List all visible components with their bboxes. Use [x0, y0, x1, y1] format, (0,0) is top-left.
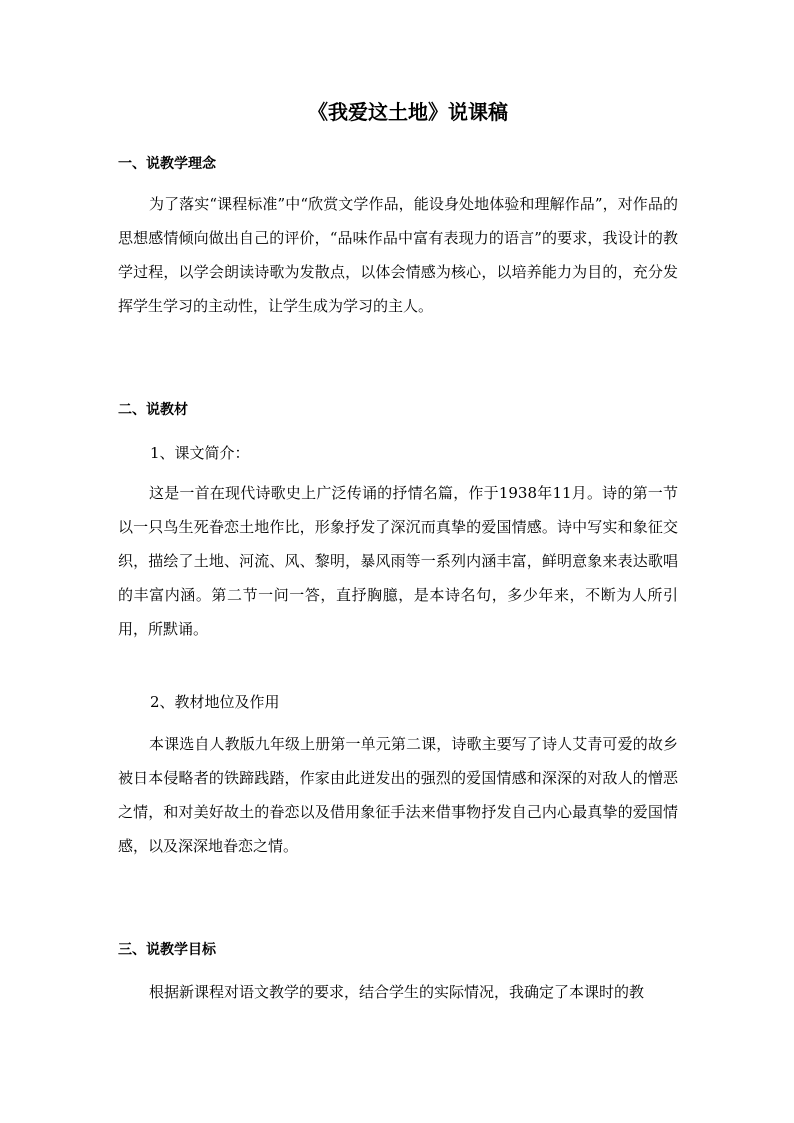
- subheading-text-introduction: 1、课文简介：: [150, 444, 250, 462]
- paragraph-teaching-philosophy: 为了落实“课程标准”中“欣赏文学作品，能设身处地体验和理解作品”，对作品的思想感情倾向做出自己的评价，“品味作品中富有表现力的语言”的要求，我设计的教学过程，以学会朗读诗歌为发散点，以体会情感为核心，以培养能力为目的，充分发挥学生学习的主动性，让学生成为学习的主人。: [118, 195, 678, 315]
- section-heading-textbook: 二、说教材: [118, 402, 188, 418]
- section-heading-teaching-philosophy: 一、说教学理念: [118, 156, 216, 172]
- paragraph-textbook-position: 本课选自人教版九年级上册第一单元第二课，诗歌主要写了诗人艾青可爱的故乡被日本侵略者的铁蹄践踏，作家由此迸发出的强烈的爱国情感和深深的对敌人的憎恶之情，和对美好故土的眷恋以及借用象征手法来借事物抒发自己内心最真挚的爱国情感，以及深深地眷恋之情。: [118, 735, 678, 855]
- page-title: 《我爱这土地》说课稿: [308, 100, 508, 124]
- paragraph-text-introduction: 这是一首在现代诗歌史上广泛传诵的抒情名篇，作于1938年11月。诗的第一节以一只鸟生死眷恋土地作比，形象抒发了深沉而真挚的爱国情感。诗中写实和象征交织，描绘了土地、河流、风、黎明，暴风雨等一系列内涵丰富，鲜明意象来表达歌唱的丰富内涵。第二节一问一答，直抒胸臆，是本诗名句，多少年来，不断为人所引用，所默诵。: [118, 484, 678, 638]
- paragraph-teaching-goals: 根据新课程对语文教学的要求，结合学生的实际情况，我确定了本课时的教: [149, 983, 645, 1001]
- subheading-textbook-position: 2、教材地位及作用: [150, 693, 280, 711]
- section-heading-teaching-goals: 三、说教学目标: [118, 942, 216, 958]
